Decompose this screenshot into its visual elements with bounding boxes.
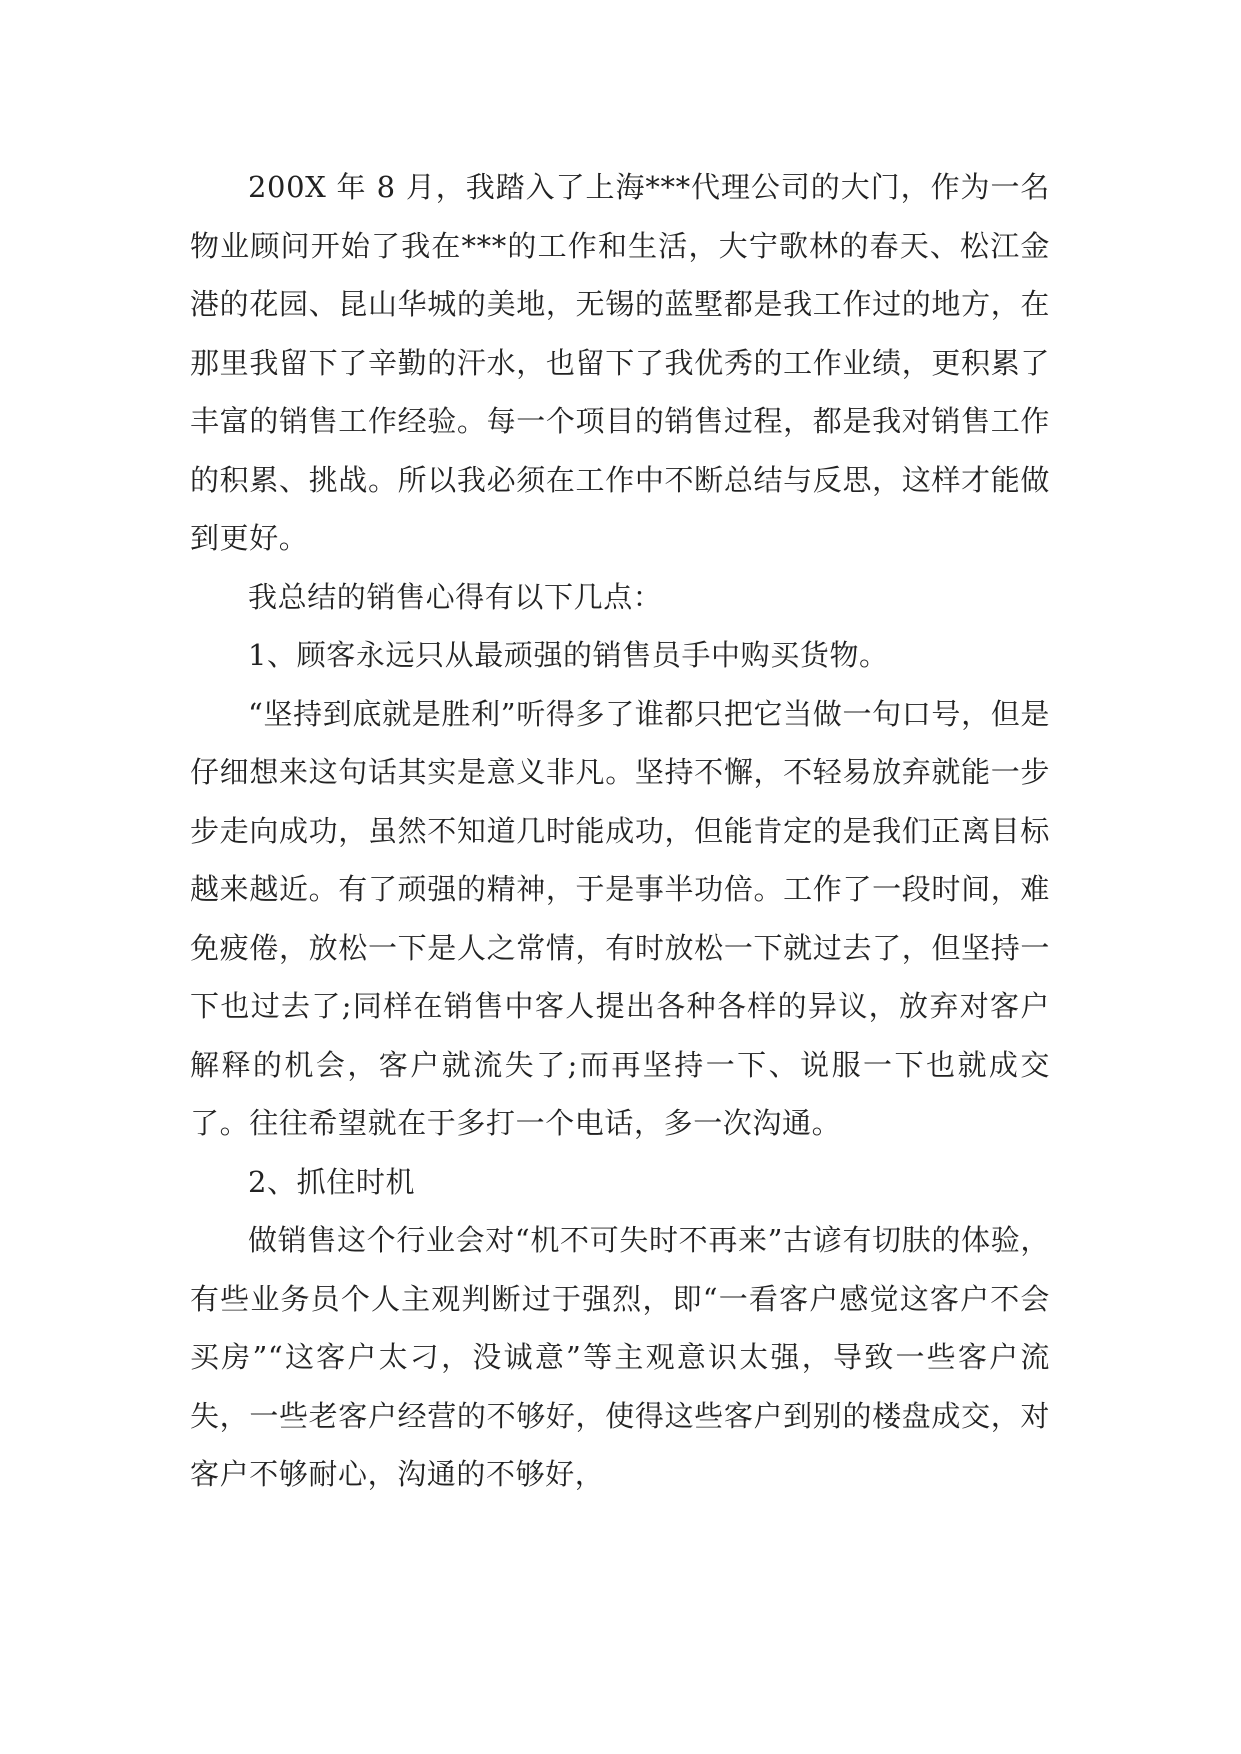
heading-point-2: 2、抓住时机	[248, 1164, 416, 1199]
paragraph-summary-lead: 我总结的销售心得有以下几点：	[248, 579, 663, 614]
paragraph-persistence: “坚持到底就是胜利”听得多了谁都只把它当做一句口号，但是仔细想来这句话其实是意义非凡。坚持不懈，不轻易放弃就能一步步走向成功，虽然不知道几时能成功，但能肯定的是我们正离目标越来越近。有了顽强的精神，于是事半功倍。工作了一段时间，难免疲倦，放松一下是人之常情，有时放松一下就过去了，但坚持一下也过去了;同样在销售中客人提出各种各样的异议，放弃对客户解释的机会，客户就流失了;而再坚持一下、说服一下也就成交了。往往希望就在于多打一个电话，多一次沟通。	[190, 696, 1050, 1140]
heading-point-1: 1、顾客永远只从最顽强的销售员手中购买货物。	[248, 638, 889, 672]
paragraph-timing: 做销售这个行业会对“机不可失时不再来”古谚有切肤的体验，有些业务员个人主观判断过于强烈，即“一看客户感觉这客户不会买房”“这客户太刁，没诚意”等主观意识太强，导致一些客户流失，一些老客户经营的不够好，使得这些客户到别的楼盘成交，对客户不够耐心，沟通的不够好，	[190, 1223, 1050, 1491]
paragraph-intro: 200X 年 8 月，我踏入了上海***代理公司的大门，作为一名物业顾问开始了我在***的工作和生活，大宁歌林的春天、松江金港的花园、昆山华城的美地，无锡的蓝墅都是我工作过的地方，在那里我留下了辛勤的汗水，也留下了我优秀的工作业绩，更积累了丰富的销售工作经验。每一个项目的销售过程，都是我对销售工作的积累、挑战。所以我必须在工作中不断总结与反思，这样才能做到更好。	[190, 170, 1050, 555]
document-body	[190, 158, 1050, 1504]
